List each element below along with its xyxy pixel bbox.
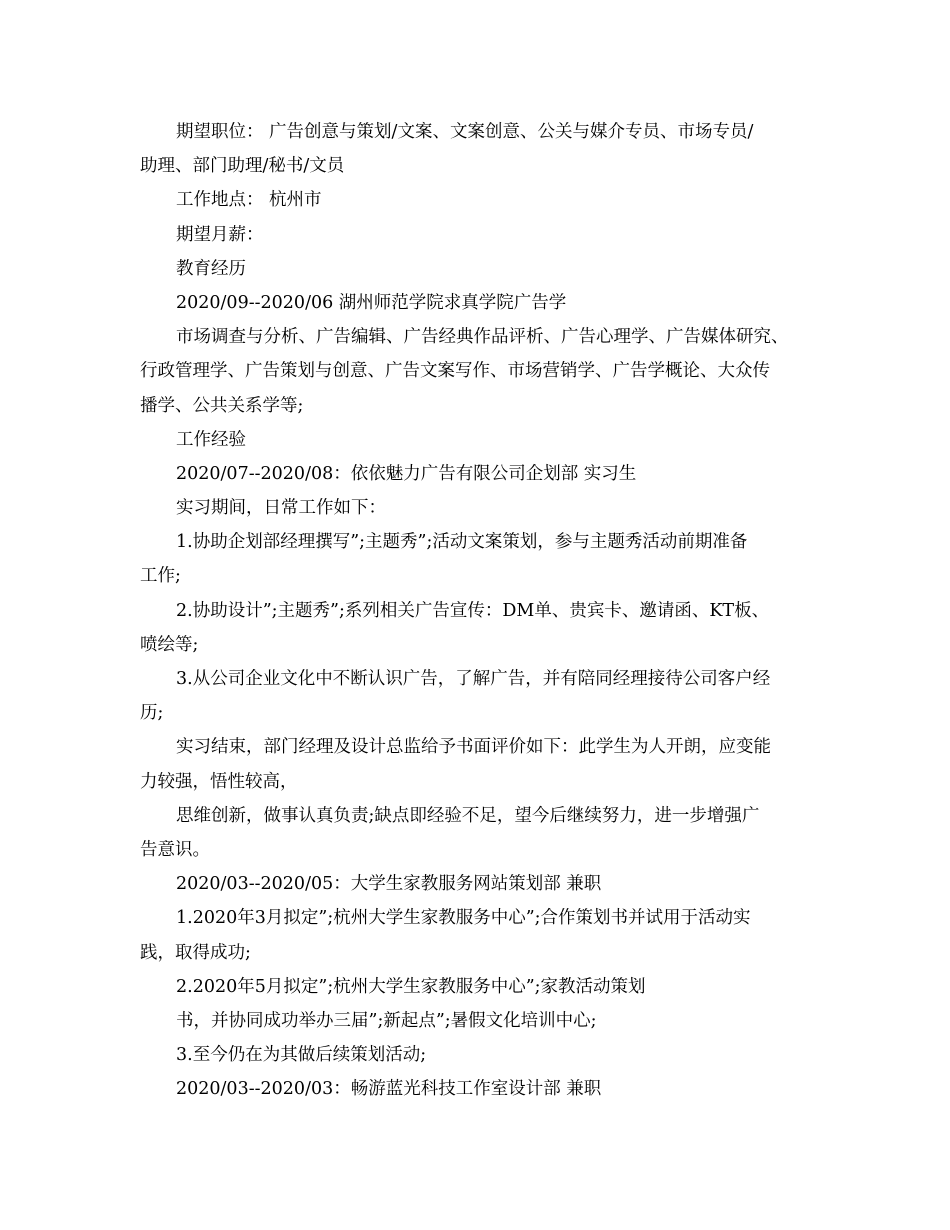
text-line: 行政管理学、广告策划与创意、广告文案写作、市场营销学、广告学概论、大众传 (140, 361, 770, 382)
text-line: 实习结束，部门经理及设计总监给予书面评价如下：此学生为人开朗，应变能 (176, 737, 771, 758)
text-line: 1.2020年3月拟定”;杭州大学生家教服务中心”;合作策划书并试用于活动实 (176, 908, 751, 929)
text-line: 工作; (140, 566, 181, 587)
text-line: 践，取得成功; (140, 942, 251, 963)
text-line: 书，并协同成功举办三届”;新起点”;暑假文化培训中心; (176, 1010, 597, 1031)
text-line: 1.协助企划部经理撰写”;主题秀”;活动文案策划，参与主题秀活动前期准备 (176, 532, 748, 553)
text-line: 3.从公司企业文化中不断认识广告，了解广告，并有陪同经理接待公司客户经 (176, 669, 771, 689)
text-line: 市场调查与分析、广告编辑、广告经典作品评析、广告心理学、广告媒体研究、 (176, 327, 789, 348)
text-line: 2.2020年5月拟定”;杭州大学生家教服务中心”;家教活动策划 (176, 976, 646, 997)
text-line: 教育经历 (176, 258, 246, 279)
text-line: 喷绘等; (140, 634, 199, 655)
text-line: 期望职位： 广告创意与策划/文案、文案创意、公关与媒介专员、市场专员/ (176, 122, 754, 142)
document-page (140, 115, 820, 1106)
text-line: 期望月薪： (176, 224, 264, 245)
text-line: 2.协助设计”;主题秀”;系列相关广告宣传：DM单、贵宾卡、邀请函、KT板、 (176, 600, 770, 621)
text-line: 播学、公共关系学等; (140, 395, 304, 416)
text-line: 历; (140, 703, 164, 724)
text-line: 思维创新，做事认真负责;缺点即经验不足，望今后继续努力，进一步增强广 (176, 805, 760, 826)
text-line: 2020/03--2020/05：大学生家教服务网站策划部 兼职 (176, 874, 602, 895)
text-line: 2020/09--2020/06 湖州师范学院求真学院广告学 (176, 292, 567, 313)
text-line: 工作地点： 杭州市 (176, 190, 322, 211)
text-line: 2020/07--2020/08：依依魅力广告有限公司企划部 实习生 (176, 463, 637, 484)
text-line: 实习期间，日常工作如下： (176, 498, 386, 519)
text-line: 告意识。 (140, 839, 210, 860)
text-line: 工作经验 (176, 429, 246, 450)
text-line: 助理、部门助理/秘书/文员 (140, 156, 345, 177)
text-line: 2020/03--2020/03：畅游蓝光科技工作室设计部 兼职 (176, 1079, 602, 1100)
text-line: 3.至今仍在为其做后续策划活动; (176, 1045, 427, 1066)
text-line: 力较强，悟性较高， (140, 771, 298, 792)
